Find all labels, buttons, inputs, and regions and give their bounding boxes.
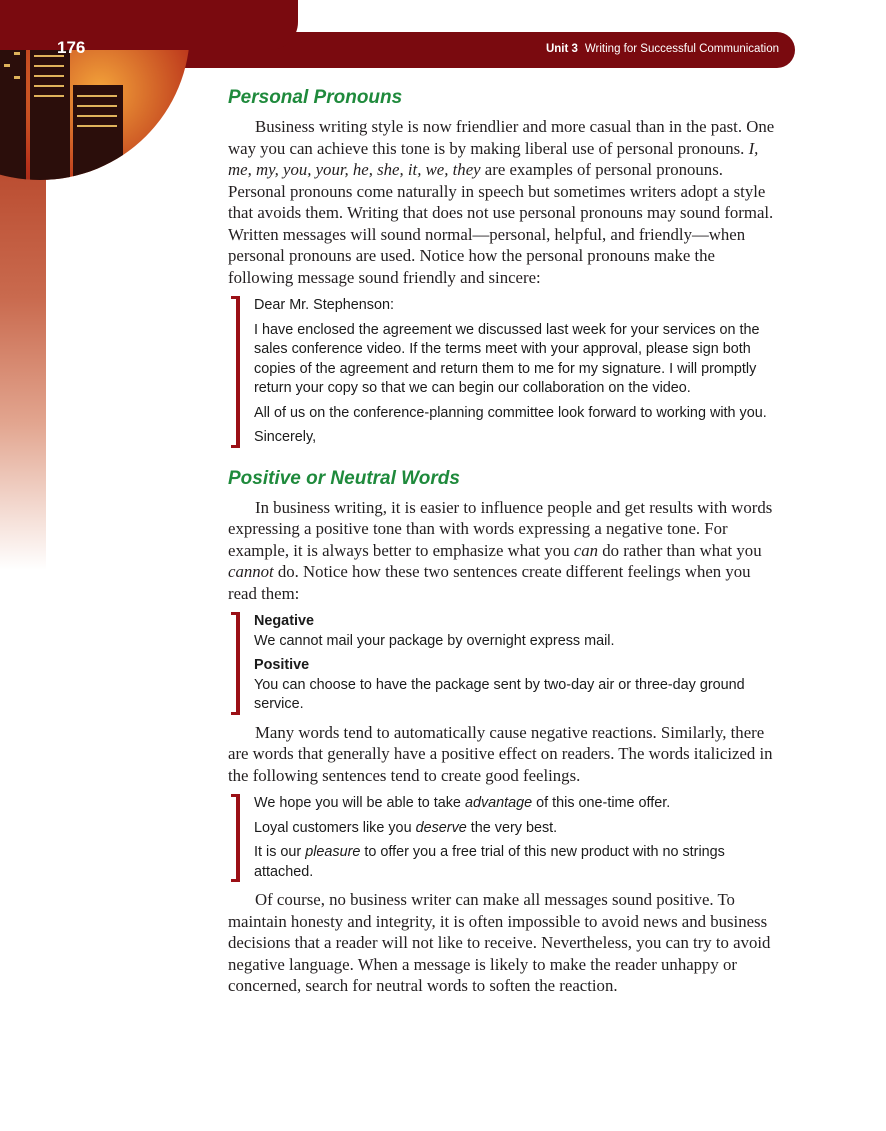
positive-words-paragraph-2: Many words tend to automatically cause negative reactions. Similarly, there are words that generally have a positive effect on readers. The words italicized in the following sentences tend to create good feelings. [228,722,773,785]
letter-paragraph: I have enclosed the agreement we discussed last week for your services on the sales conference video. If the terms meet with your approval, please sign both copies of the agreement and return them to me for my signature. I will promptly return your copy so that we can begin our collaboration on the video. [254,321,760,396]
letter-closing: Sincerely, [254,429,317,445]
running-head [546,43,779,55]
letter-salutation: Dear Mr. Stephenson: [254,297,394,313]
letter-paragraph: All of us on the conference-planning committee look forward to working with you. [254,404,767,421]
callout-bracket [231,296,240,448]
unit-label: Unit 3 [545,43,578,55]
example-sentence: It is our pleasure to offer you a free trial of this new product with no strings attached. [254,844,725,880]
section-heading-positive-words: Positive or Neutral Words [228,467,460,489]
example-sentence: Loyal customers like you deserve the very best. [254,819,558,836]
sample-letter [228,296,780,448]
positive-words-paragraph: In business writing, it is easier to influence people and get results with words expressing a positive tone than with words expressing a negative tone. For example, it is always better to emphasize what you can do rather than what you cannot do. Notice how these two sentences create different feelings when you read them: [228,497,773,603]
negative-positive-examples [228,612,780,715]
example-negative: Negative We cannot mail your package by overnight express mail. [254,613,615,649]
header-tab [0,0,298,50]
main-content [228,86,780,997]
unit-title: Writing for Successful Communication [584,43,779,55]
section-heading-personal-pronouns: Personal Pronouns [228,87,403,108]
callout-bracket [231,612,240,715]
example-positive: Positive You can choose to have the package sent by two-day air or three-day ground service. [254,657,745,712]
positive-sentences [228,794,780,882]
positive-words-paragraph-3: Of course, no business writer can make all messages sound positive. To maintain honesty and integrity, it is often impossible to avoid news and business decisions that a reader will not like to receive. Nevertheless, you can try to avoid negative language. When a message is likely to make the reader unhappy or concerned, search for neutral words to soften the reaction. [228,890,771,995]
page-number: 176 [57,38,86,57]
example-sentence: We hope you will be able to take advantage of this one-time offer. [254,795,671,811]
personal-pronouns-paragraph: Business writing style is now friendlier and more casual than in the past. One way you can achieve this tone is by making liberal use of personal pronouns. I, me, my, you, your, he, she, it, we, they are examples of personal pronouns. Personal pronouns come naturally in speech but sometimes writers adopt a style that avoids them. Writing that does not use personal pronouns may sound formal. Written messages will sound normal—personal, helpful, and friendly—when personal pronouns are used. Notice how the personal pronouns make the following message sound friendly and sincere: [228,117,775,287]
side-decorative-strip [0,150,46,570]
callout-bracket [231,794,240,882]
